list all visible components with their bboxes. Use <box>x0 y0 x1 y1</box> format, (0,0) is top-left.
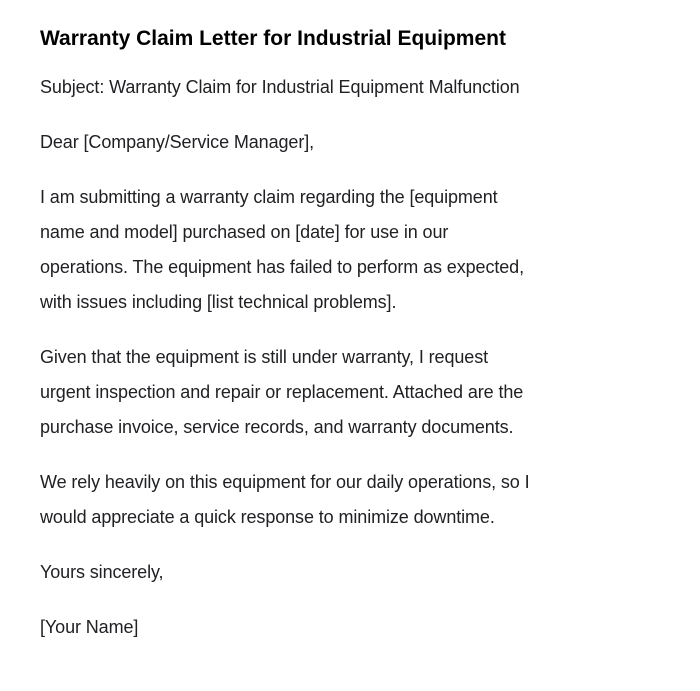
salutation: Dear [Company/Service Manager], <box>40 132 315 152</box>
paragraph-line: I am submitting a warranty claim regarding the [equipment <box>40 187 498 207</box>
paragraph-line: purchase invoice, service records, and warranty documents. <box>40 417 514 437</box>
closing: Yours sincerely, <box>40 562 164 582</box>
paragraph-line: urgent inspection and repair or replacement. Attached are the <box>40 382 524 402</box>
body-paragraph-1 <box>40 180 660 320</box>
paragraph-line: operations. The equipment has failed to perform as expected, <box>40 257 524 277</box>
paragraph-line: We rely heavily on this equipment for our daily operations, so I <box>40 472 530 492</box>
page-title: Warranty Claim Letter for Industrial Equipment <box>40 27 506 50</box>
subject-line: Subject: Warranty Claim for Industrial Equipment Malfunction <box>40 77 520 97</box>
paragraph-line: Given that the equipment is still under warranty, I request <box>40 347 488 367</box>
signature-placeholder: [Your Name] <box>40 617 139 637</box>
paragraph-line: with issues including [list technical problems]. <box>40 292 397 312</box>
body-paragraph-2 <box>40 340 660 445</box>
paragraph-line: name and model] purchased on [date] for use in our <box>40 222 449 242</box>
paragraph-line: would appreciate a quick response to minimize downtime. <box>40 507 495 527</box>
body-paragraph-3 <box>40 465 660 535</box>
